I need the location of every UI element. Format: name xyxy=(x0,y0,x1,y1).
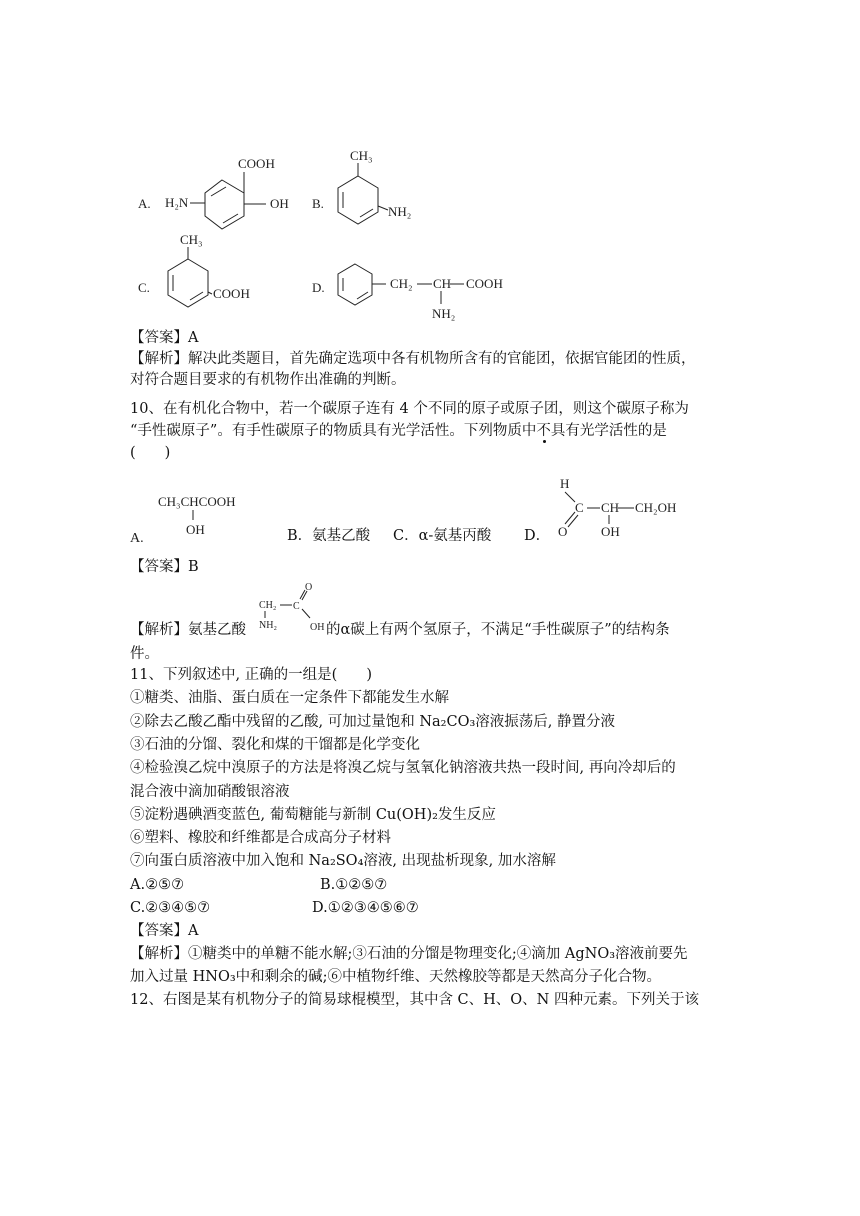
q10-d-h: H xyxy=(560,476,570,491)
q11-option-c: C.②③④⑤⑦ xyxy=(130,900,211,916)
q9-a-cooh: COOH xyxy=(238,156,275,171)
q9-d-cooh: COOH xyxy=(466,276,503,291)
q11-analysis-line2: 加入过量 HNO₃中和剩余的碱;⑥中植物纤维、天然橡胶等都是天然高分子化合物。 xyxy=(130,969,662,985)
q9-option-d: D. xyxy=(312,280,325,295)
q9-c-benzene-ring xyxy=(168,259,208,307)
q11-option-b: B.①②⑤⑦ xyxy=(320,877,388,893)
glycine-structure xyxy=(255,580,345,640)
q10-a-oh: OH xyxy=(186,522,205,537)
q9-c-cooh: COOH xyxy=(213,286,250,301)
q12-stem-line1: 12、右图是某有机物分子的简易球棍模型，其中含 C、H、O、N 四种元素。下列关于该 xyxy=(130,992,699,1008)
q10-stem-line1: 10、在有机化合物中，若一个碳原子连有 4 个不同的原子或原子团，则这个碳原子称为 xyxy=(130,401,689,417)
q11-answer: 【答案】A xyxy=(130,923,199,939)
q10-option-a: A. xyxy=(130,531,144,546)
q11-item-4: ④检验溴乙烷中溴原子的方法是将溴乙烷与氢氧化钠溶液共热一段时间, 再向冷却后的 xyxy=(130,760,676,776)
q9-b-ch3: CH₃ xyxy=(350,148,373,163)
q9-a-oh: OH xyxy=(270,196,289,211)
q11-analysis-line1: 【解析】①糖类中的单糖不能水解;③石油的分馏是物理变化;④滴加 AgNO₃溶液前要先 xyxy=(130,946,688,962)
q10-d-oh: OH xyxy=(601,524,620,539)
q9-option-b: B. xyxy=(312,196,324,211)
q10-d-o: O xyxy=(558,524,568,539)
glycine-c: C xyxy=(293,601,300,612)
glycine-nh2: NH₂ xyxy=(259,620,277,631)
q10-a-formula: CH₃CHCOOH xyxy=(158,494,236,509)
q10-option-b: B．氨基乙酸 xyxy=(287,528,371,544)
q10-d-c: C xyxy=(575,500,584,515)
q10-stem-line2: “手性碳原子”。有手性碳原子的物质具有光学活性。下列物质中不具有光学活性的是 xyxy=(130,423,667,439)
q11-item-3: ③石油的分馏、裂化和煤的干馏都是化学变化 xyxy=(130,737,420,753)
q9-d-ch2: CH₂ xyxy=(390,276,413,291)
q11-item-1: ①糖类、油脂、蛋白质在一定条件下都能发生水解 xyxy=(130,690,449,706)
q11-item-2: ②除去乙酸乙酯中残留的乙酸, 可加过量饱和 Na₂CO₃溶液振荡后, 静置分液 xyxy=(130,714,615,730)
glycine-oh: OH xyxy=(310,622,325,633)
q11-option-d: D.①②③④⑤⑥⑦ xyxy=(312,900,419,916)
q9-d-ch: CH xyxy=(433,276,452,291)
q10-analysis-line2: 件。 xyxy=(130,646,159,662)
q10-analysis-line1: 【解析】氨基乙酸 的α碳上有两个氢原子，不满足“手性碳原子”的结构条 xyxy=(130,622,670,638)
q11-title: 11、下列叙述中, 正确的一组是( ) xyxy=(130,667,372,683)
q9-analysis-line1: 【解析】解决此类题目，首先确定选项中各有机物所含有的官能团，依据官能团的性质， xyxy=(130,351,696,367)
q10-stem-line3: ( ) xyxy=(130,445,171,461)
q9-analysis-line2: 对符合题目要求的有机物作出准确的判断。 xyxy=(130,372,406,388)
q11-item-4-cont: 混合液中滴加硝酸银溶液 xyxy=(130,784,290,800)
glycine-o: O xyxy=(305,582,313,593)
q10-d-ch: CH xyxy=(601,500,620,515)
q11-item-5: ⑤淀粉遇碘酒变蓝色, 葡萄糖能与新制 Cu(OH)₂发生反应 xyxy=(130,807,496,823)
q9-b-benzene-ring xyxy=(338,176,378,224)
q10-option-d: D． xyxy=(524,528,551,544)
q11-item-7: ⑦向蛋白质溶液中加入饱和 Na₂SO₄溶液, 出现盐析现象, 加水溶解 xyxy=(130,853,556,869)
q9-answer: 【答案】A xyxy=(130,330,199,346)
q9-c-ch3: CH₃ xyxy=(180,232,203,247)
q9-d-nh2: NH₂ xyxy=(432,306,456,321)
q10-answer: 【答案】B xyxy=(130,559,199,575)
q11-option-a: A.②⑤⑦ xyxy=(130,877,185,893)
q9-option-a: A. xyxy=(138,196,151,211)
q10-option-c: C．α-氨基丙酸 xyxy=(393,528,492,544)
glycine-ch2: CH₂ xyxy=(259,600,277,611)
q9-a-h2n: H₂N xyxy=(165,195,189,210)
q9-b-nh2: NH₂ xyxy=(388,204,412,219)
q11-item-6: ⑥塑料、橡胶和纤维都是合成高分子材料 xyxy=(130,830,391,846)
q10-emphasis-not: 不 xyxy=(536,423,551,439)
q10-d-ch2oh: CH₂OH xyxy=(635,500,677,515)
q9-structures xyxy=(0,0,860,330)
q9-option-c: C. xyxy=(138,280,150,295)
